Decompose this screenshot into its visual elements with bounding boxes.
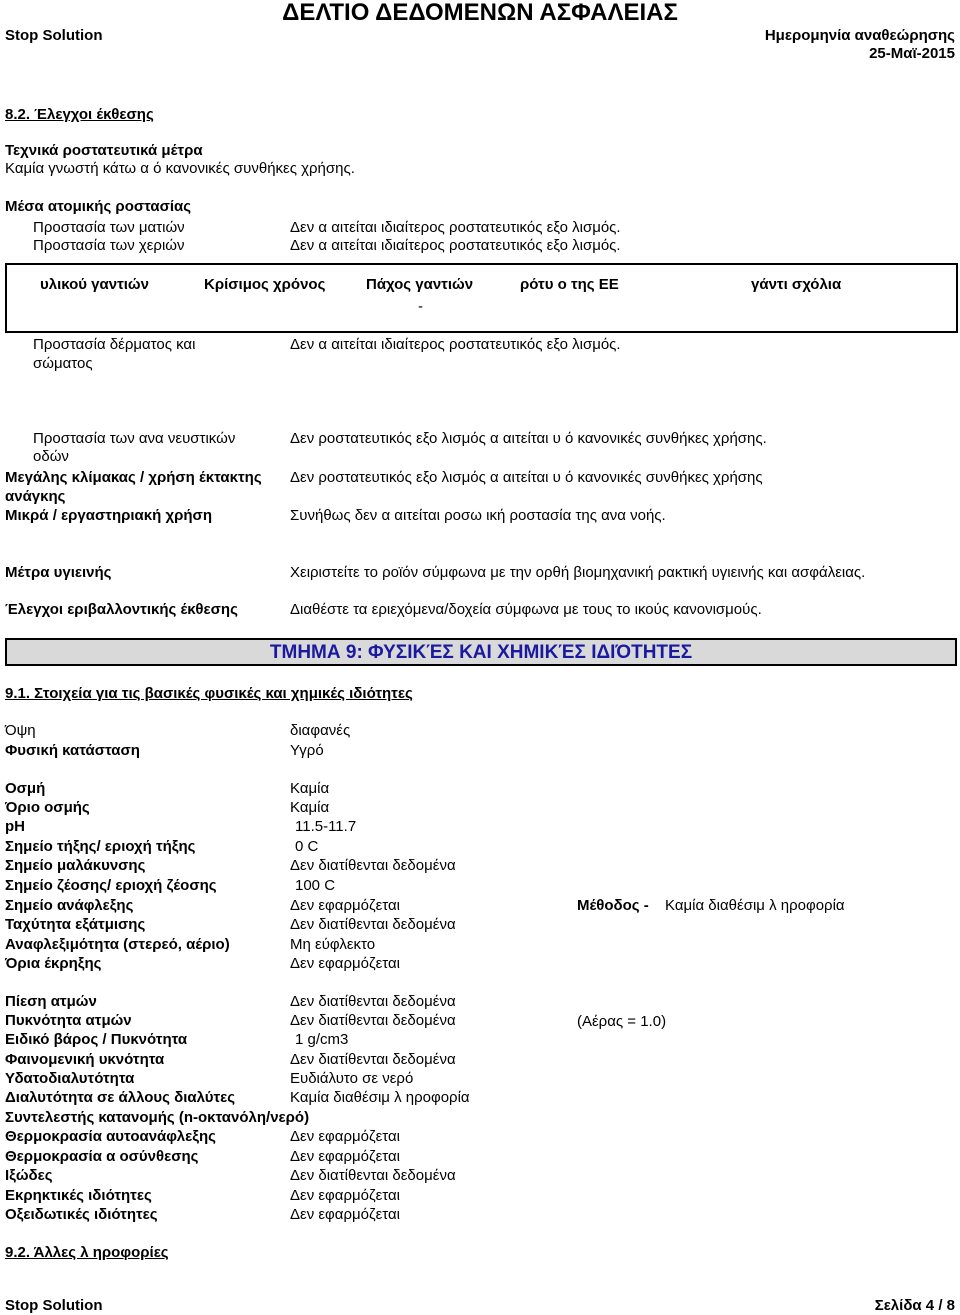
respiratory-label-2: οδών	[33, 448, 69, 465]
section-9-1-heading: 9.1. Στοιχεία για τις βασικές φυσικές και χημικές ιδιότητες	[5, 685, 413, 702]
small-scale-value: Συνήθως δεν α αιτείται ροσω ική ροστασία της ανα νοής.	[290, 507, 666, 524]
property-value: Καμία	[290, 799, 330, 816]
property-value: Δεν εφαρμόζεται	[290, 1148, 400, 1165]
hand-protection-label: Προστασία των χεριών	[33, 237, 185, 254]
glove-dash: -	[418, 298, 423, 315]
property-value: Δεν διατίθενται δεδομένα	[290, 993, 456, 1010]
skin-protection-label-1: Προστασία δέρματος και	[33, 336, 196, 353]
property-value: 100 C	[295, 877, 336, 894]
property-value: 0 C	[295, 838, 319, 855]
section-9-banner-title: ΤΜΗΜΑ 9: ΦΥΣΙΚΈΣ ΚΑΙ ΧΗΜΙΚΈΣ ΙΔΙΌΤΗΤΕΣ	[269, 642, 693, 663]
glove-table	[5, 263, 958, 333]
small-scale-label: Μικρά / εργαστηριακή χρήση	[5, 507, 212, 524]
property-label: Σημείο ανάφλεξης	[5, 897, 134, 914]
glove-header-thickness: Πάχος γαντιών	[366, 276, 474, 293]
env-exposure-label: Έλεγχοι εριβαλλοντικής έκθεσης	[5, 601, 238, 618]
property-label: Οξειδωτικές ιδιότητες	[5, 1206, 158, 1223]
glove-header-material: υλικού γαντιών	[40, 276, 149, 293]
property-label: Σημείο ζέοσης/ εριοχή ζέοσης	[5, 877, 217, 894]
property-value: Ευδιάλυτο σε νερό	[290, 1070, 414, 1087]
property-value: Δεν εφαρμόζεται	[290, 1206, 400, 1223]
property-value: Δεν διατίθενται δεδομένα	[290, 1051, 456, 1068]
respiratory-label-1: Προστασία των ανα νευστικών	[33, 430, 236, 447]
property-label: pH	[5, 818, 25, 835]
property-label: Όρια έκρηξης	[5, 955, 102, 972]
header-company: Stop Solution	[5, 27, 103, 44]
technical-measures-text: Καμία γνωστή κάτω α ό κανονικές συνθήκες χρήσης.	[5, 160, 355, 177]
property-label: Φυσική κατάσταση	[5, 742, 140, 759]
property-label: Εκρηκτικές ιδιότητες	[5, 1187, 152, 1204]
glove-header-eu-standard: ρότυ ο της ΕΕ	[520, 276, 619, 293]
property-value: Υγρό	[290, 742, 324, 759]
vapor-density-note: (Αέρας = 1.0)	[577, 1013, 667, 1030]
hygiene-value: Χειριστείτε το ροϊόν σύμφωνα με την ορθή βιομηχανική ρακτική υγιεινής και ασφάλειας.	[290, 564, 866, 581]
skin-protection-value: Δεν α αιτείται ιδιαίτερος ροστατευτικός εξο λισμός.	[290, 336, 621, 353]
ppe-title: Μέσα ατομικής ροστασίας	[5, 198, 192, 215]
property-value: Δεν διατίθενται δεδομένα	[290, 1012, 456, 1029]
skin-protection-label-2: σώματος	[33, 355, 93, 372]
property-label: Ειδικό βάρος / Πυκνότητα	[5, 1031, 188, 1048]
large-scale-label-1: Μεγάλης κλίμακας / χρήση έκτακτης	[5, 469, 262, 486]
property-label: Θερμοκρασία αυτοανάφλεξης	[5, 1128, 216, 1145]
property-value: διαφανές	[290, 722, 351, 739]
footer-page-number: Σελίδα 4 / 8	[874, 1297, 955, 1314]
property-value: Δεν εφαρμόζεται	[290, 1128, 400, 1145]
property-label: Αναφλεξιμότητα (στερεό, αέριο)	[5, 936, 230, 953]
property-label: Διαλυτότητα σε άλλους διαλύτες	[5, 1089, 236, 1106]
property-label: Πίεση ατμών	[5, 993, 97, 1010]
eye-protection-label: Προστασία των ματιών	[33, 219, 185, 236]
header-revision-label: Ημερομηνία αναθεώρησης	[764, 27, 955, 44]
env-exposure-value: Διαθέστε τα εριεχόμενα/δοχεία σύμφωνα με τους το ικούς κανονισμούς.	[290, 601, 762, 618]
property-value: Δεν διατίθενται δεδομένα	[290, 916, 456, 933]
property-value: Δεν διατίθενται δεδομένα	[290, 857, 456, 874]
property-value: Δεν εφαρμόζεται	[290, 897, 400, 914]
glove-header-breakthrough: Κρίσιμος χρόνος	[204, 276, 326, 293]
property-label: Θερμοκρασία α οσύνθεσης	[5, 1148, 199, 1165]
respiratory-value: Δεν ροστατευτικός εξο λισμός α αιτείται υ ό κανονικές συνθήκες χρήσης.	[290, 430, 767, 447]
property-value: 1 g/cm3	[295, 1031, 349, 1048]
hand-protection-value: Δεν α αιτείται ιδιαίτερος ροστατευτικός εξο λισμός.	[290, 237, 621, 254]
property-label: Πυκνότητα ατμών	[5, 1012, 132, 1029]
hygiene-label: Μέτρα υγιεινής	[5, 564, 112, 581]
property-label: Σημείο μαλάκυνσης	[5, 857, 146, 874]
property-label: Υδατοδιαλυτότητα	[5, 1070, 135, 1087]
property-label: Σημείο τήξης/ εριοχή τήξης	[5, 838, 196, 855]
section-9-banner	[5, 638, 957, 666]
property-value: Δεν διατίθενται δεδομένα	[290, 1167, 456, 1184]
property-value: 11.5-11.7	[295, 818, 357, 835]
section-9-2-heading: 9.2. Άλλες λ ηροφορίες	[5, 1244, 169, 1261]
property-value: Μη εύφλεκτο	[290, 936, 376, 953]
property-value: Καμία	[290, 780, 330, 797]
header-revision-date: 25-Μαϊ-2015	[869, 45, 955, 62]
method-value: Καμία διαθέσιμ λ ηροφορία	[665, 897, 845, 914]
property-value: Δεν εφαρμόζεται	[290, 1187, 400, 1204]
large-scale-value: Δεν ροστατευτικός εξο λισμός α αιτείται υ ό κανονικές συνθήκες χρήσης	[290, 469, 763, 486]
glove-header-comments: γάντι σχόλια	[751, 276, 842, 293]
technical-measures-title: Τεχνικά ροστατευτικά μέτρα	[5, 142, 203, 159]
property-label: Ταχύτητα εξάτμισης	[5, 916, 146, 933]
property-value: Καμία διαθέσιμ λ ηροφορία	[290, 1089, 470, 1106]
large-scale-label-2: ανάγκης	[5, 488, 66, 505]
property-label: Όριο οσμής	[5, 799, 90, 816]
method-label: Μέθοδος -	[577, 897, 649, 914]
eye-protection-value: Δεν α αιτείται ιδιαίτερος ροστατευτικός εξο λισμός.	[290, 219, 621, 236]
section-8-2-heading: 8.2. Έλεγχοι έκθεσης	[5, 106, 154, 123]
property-label: Φαινομενική υκνότητα	[5, 1051, 165, 1068]
footer-company: Stop Solution	[5, 1297, 103, 1314]
property-label: Όψη	[5, 722, 36, 739]
property-label: Συντελεστής κατανομής (n-οκτανόλη/νερό)	[5, 1109, 310, 1126]
property-value: Δεν εφαρμόζεται	[290, 955, 400, 972]
property-label: Οσμή	[5, 780, 46, 797]
property-label: Ιξώδες	[5, 1167, 53, 1184]
document-title: ΔΕΛΤΙΟ ΔΕΔΟΜΕΝΩΝ ΑΣΦΑΛΕΙΑΣ	[282, 0, 678, 26]
